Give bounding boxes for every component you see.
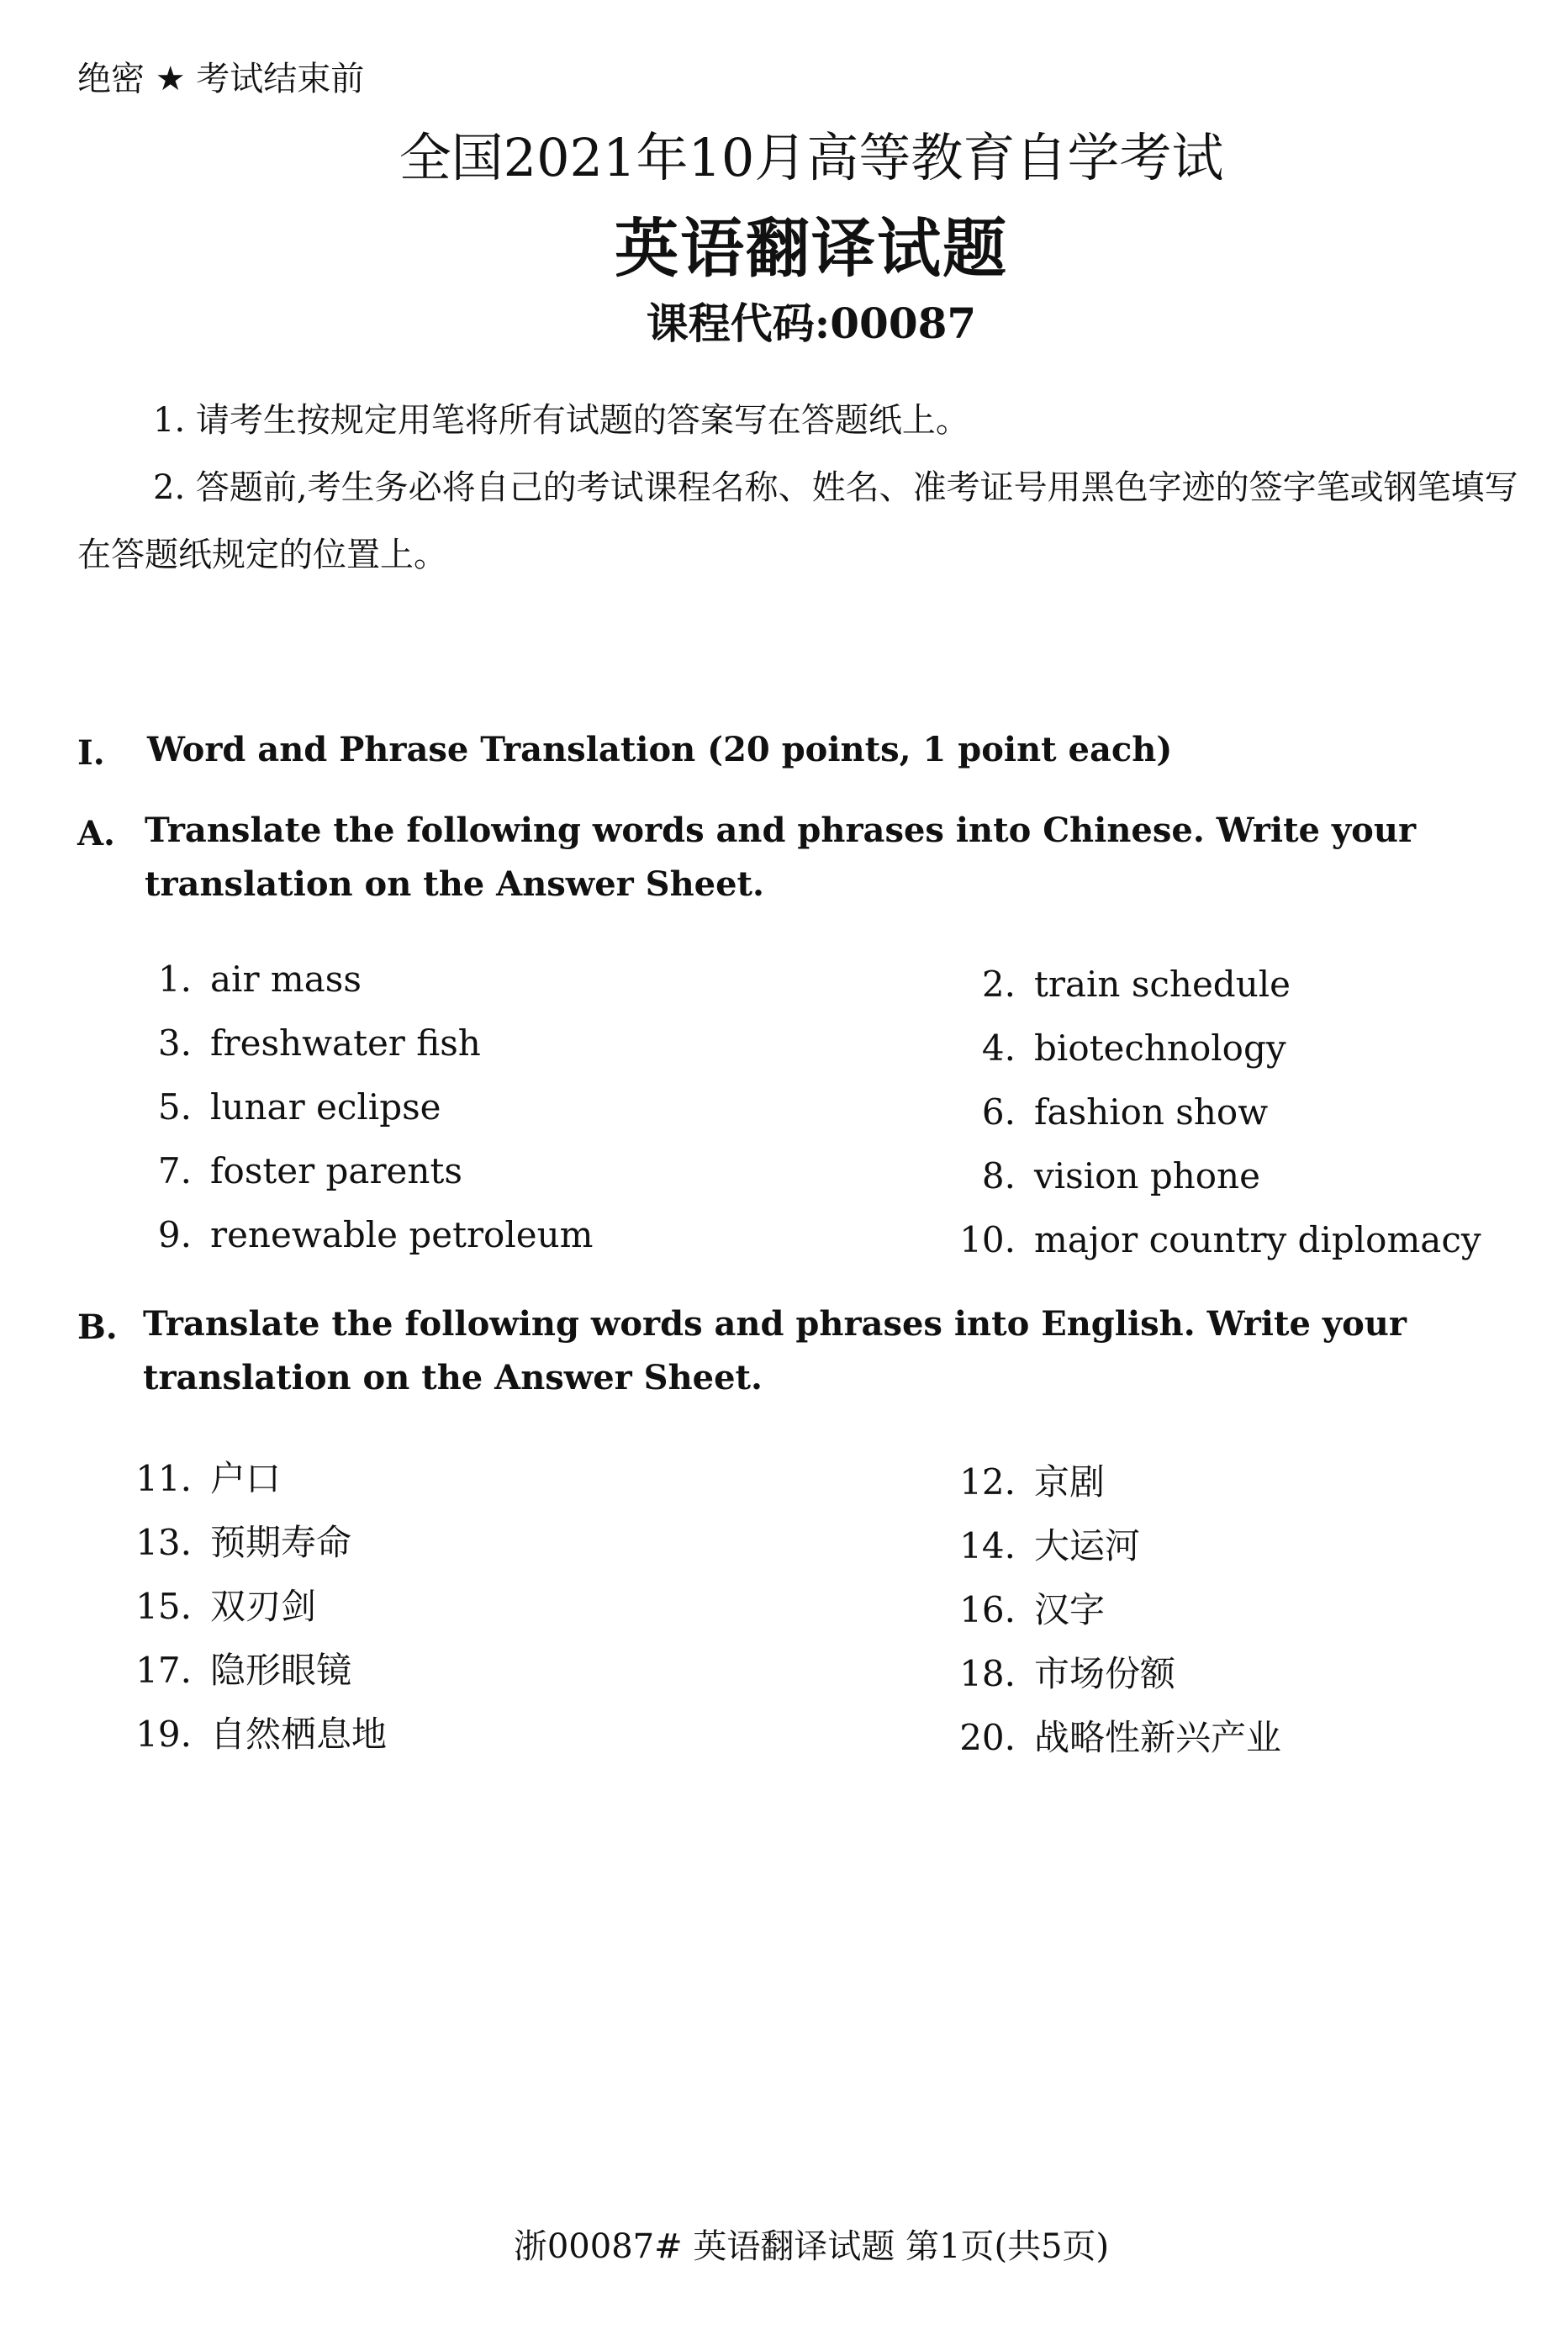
list-item	[950, 1710, 1281, 1761]
item-number: 14.	[959, 1525, 1016, 1566]
list-item	[126, 1515, 351, 1566]
item-number: 12.	[959, 1461, 1016, 1503]
list-item	[950, 1155, 1260, 1196]
part-a-instruction: Translate the following words and phrases into Chinese. Write your translation on the Answer Sheet.	[145, 811, 1417, 904]
item-number: 17.	[135, 1650, 192, 1691]
list-item	[950, 1519, 1140, 1569]
list-item	[126, 1451, 281, 1502]
item-text: freshwater fish	[210, 1022, 481, 1064]
item-text: biotechnology	[1034, 1027, 1286, 1069]
item-number: 15.	[135, 1586, 192, 1627]
list-item	[126, 1150, 462, 1191]
item-text: train schedule	[1034, 964, 1291, 1005]
item-number: 5.	[157, 1086, 192, 1128]
list-item	[950, 964, 1291, 1005]
list-item	[126, 1214, 594, 1255]
list-item	[126, 1643, 351, 1693]
item-number: 10.	[959, 1219, 1016, 1260]
item-number: 16.	[959, 1589, 1016, 1630]
item-text: 市场份额	[1034, 1653, 1176, 1694]
item-number: 6.	[981, 1091, 1016, 1133]
item-number: 3.	[157, 1022, 192, 1064]
exam-title: 全国2021年10月高等教育自学考试	[399, 127, 1224, 188]
page-footer: 浙00087# 英语翻译试题 第1页(共5页)	[513, 2227, 1110, 2266]
list-item	[126, 959, 362, 1000]
item-text: vision phone	[1034, 1155, 1260, 1196]
part-a-letter: A.	[77, 814, 115, 853]
item-number: 8.	[981, 1155, 1016, 1196]
list-item	[950, 1091, 1268, 1133]
item-number: 9.	[157, 1214, 192, 1255]
part-b-instruction: Translate the following words and phrases into English. Write your translation on the Answer Sheet.	[143, 1304, 1407, 1397]
list-item	[126, 1086, 441, 1128]
item-text: 汉字	[1034, 1589, 1106, 1630]
notice-item-1: 1. 请考生按规定用笔将所有试题的答案写在答题纸上。	[153, 401, 969, 440]
item-number: 4.	[981, 1027, 1016, 1069]
section-number: I.	[77, 733, 105, 773]
subject-title: 英语翻译试题	[615, 211, 1008, 286]
item-text: 户口	[210, 1458, 282, 1499]
item-text: 大运河	[1034, 1525, 1141, 1566]
list-item	[950, 1027, 1286, 1069]
item-text: major country diplomacy	[1034, 1219, 1481, 1260]
secret-mark: 绝密 ★ 考试结束前	[77, 60, 365, 98]
item-number: 13.	[135, 1522, 192, 1563]
list-item	[126, 1022, 481, 1064]
section-title: Word and Phrase Translation (20 points, 1 point each)	[147, 730, 1173, 769]
item-number: 1.	[157, 959, 192, 1000]
list-item	[950, 1646, 1175, 1697]
item-text: 京剧	[1034, 1461, 1106, 1503]
item-text: 隐形眼镜	[210, 1650, 352, 1691]
item-number: 20.	[959, 1717, 1016, 1758]
course-code: 课程代码:00087	[646, 298, 977, 348]
item-text: 双刃剑	[210, 1586, 317, 1627]
list-item	[126, 1707, 387, 1757]
list-item	[950, 1455, 1105, 1505]
notice	[77, 387, 1540, 589]
item-number: 18.	[959, 1653, 1016, 1694]
notice-item-2: 2. 答题前,考生务必将自己的考试课程名称、姓名、准考证号用黑色字迹的签字笔或钢笔填写在答题纸规定的位置上。	[77, 468, 1518, 574]
list-item	[950, 1219, 1481, 1260]
item-text: renewable petroleum	[210, 1214, 594, 1255]
item-number: 11.	[135, 1458, 192, 1499]
item-number: 19.	[135, 1714, 192, 1755]
item-text: lunar eclipse	[210, 1086, 441, 1128]
item-number: 2.	[981, 964, 1016, 1005]
part-b-letter: B.	[77, 1307, 118, 1347]
list-item	[950, 1582, 1105, 1633]
list-item	[126, 1579, 316, 1630]
item-text: foster parents	[210, 1150, 462, 1191]
item-number: 7.	[157, 1150, 192, 1191]
item-text: air mass	[210, 959, 362, 1000]
item-text: fashion show	[1034, 1091, 1269, 1133]
item-text: 自然栖息地	[210, 1714, 388, 1755]
item-text: 战略性新兴产业	[1034, 1717, 1282, 1758]
item-text: 预期寿命	[210, 1522, 352, 1563]
